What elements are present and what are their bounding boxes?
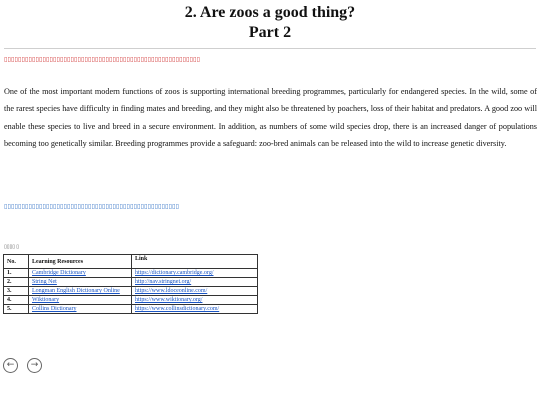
table-row [4, 287, 258, 296]
row-number: 5. [4, 305, 29, 314]
url-link[interactable]: https://www.wiktionary.org/ [132, 296, 258, 305]
resource-link[interactable]: Collins Dictionary [32, 306, 77, 312]
header-resource: Learning Resources [29, 255, 132, 269]
table-row [4, 278, 258, 287]
next-page-button[interactable] [27, 358, 42, 373]
red-instruction-note: ▯▯▯▯▯▯▯▯▯▯▯▯▯▯▯▯▯▯▯▯▯▯▯▯▯▯▯▯▯▯▯▯▯▯▯▯▯▯▯▯▯▯▯▯▯▯▯▯▯▯▯▯▯▯▯▯ [4, 57, 201, 63]
url-link[interactable]: https://dictionary.cambridge.org/ [132, 269, 258, 278]
table-row [4, 269, 258, 278]
resource-link[interactable]: Cambridge Dictionary [32, 270, 86, 276]
resource-link[interactable]: Longman English Dictionary Online [32, 288, 120, 294]
table-header-row [4, 255, 258, 269]
learning-resources-table [3, 254, 258, 314]
header-no: No. [4, 255, 29, 269]
resource-cell [29, 305, 132, 314]
arrow-right-icon: → [30, 360, 39, 370]
page-title: 2. Are zoos a good thing? [184, 4, 356, 21]
blue-instruction-note: ▯▯▯▯▯▯▯▯▯▯▯▯▯▯▯▯▯▯▯▯▯▯▯▯▯▯▯▯▯▯▯▯▯▯▯▯▯▯▯▯▯▯▯▯▯▯▯▯▯▯ [4, 204, 180, 210]
page-subtitle: Part 2 [248, 24, 292, 41]
url-link[interactable]: https://www.collinsdictionary.com/ [132, 305, 258, 314]
resource-cell [29, 296, 132, 305]
resource-cell [29, 287, 132, 296]
header-divider [4, 48, 536, 49]
table-row [4, 305, 258, 314]
arrow-left-icon: ← [6, 360, 15, 370]
table-row [4, 296, 258, 305]
row-number: 2. [4, 278, 29, 287]
reading-paragraph: One of the most important modern functions of zoos is supporting international breeding programmes, particularly for endangered species. In the wild, some of the rarest species have difficulty in finding mates and breeding, and they might also be threatened by poachers, loss of their habitat and predators. A good zoo will enable these species to live and breed in a secure environment. In addition, as numbers of some wild species drop, there is an increased danger of populations becoming too genetically similar. Breeding programmes provide a safeguard: zoo-bred animals can be released into the wild to increase genetic diversity. [4, 87, 537, 149]
resource-link[interactable]: Wiktionary [32, 297, 60, 303]
resource-cell [29, 278, 132, 287]
row-number: 3. [4, 287, 29, 296]
table-caption: ▯▯▯▯ ▯ [4, 245, 20, 250]
row-number: 1. [4, 269, 29, 278]
row-number: 4. [4, 296, 29, 305]
previous-page-button[interactable] [3, 358, 18, 373]
resource-cell [29, 269, 132, 278]
url-link[interactable]: http://nav.stringnet.org/ [132, 278, 258, 287]
resource-link[interactable]: String Net [32, 279, 57, 285]
url-link[interactable]: https://www.ldoceonline.com/ [132, 287, 258, 296]
header-link: Link [132, 255, 258, 269]
